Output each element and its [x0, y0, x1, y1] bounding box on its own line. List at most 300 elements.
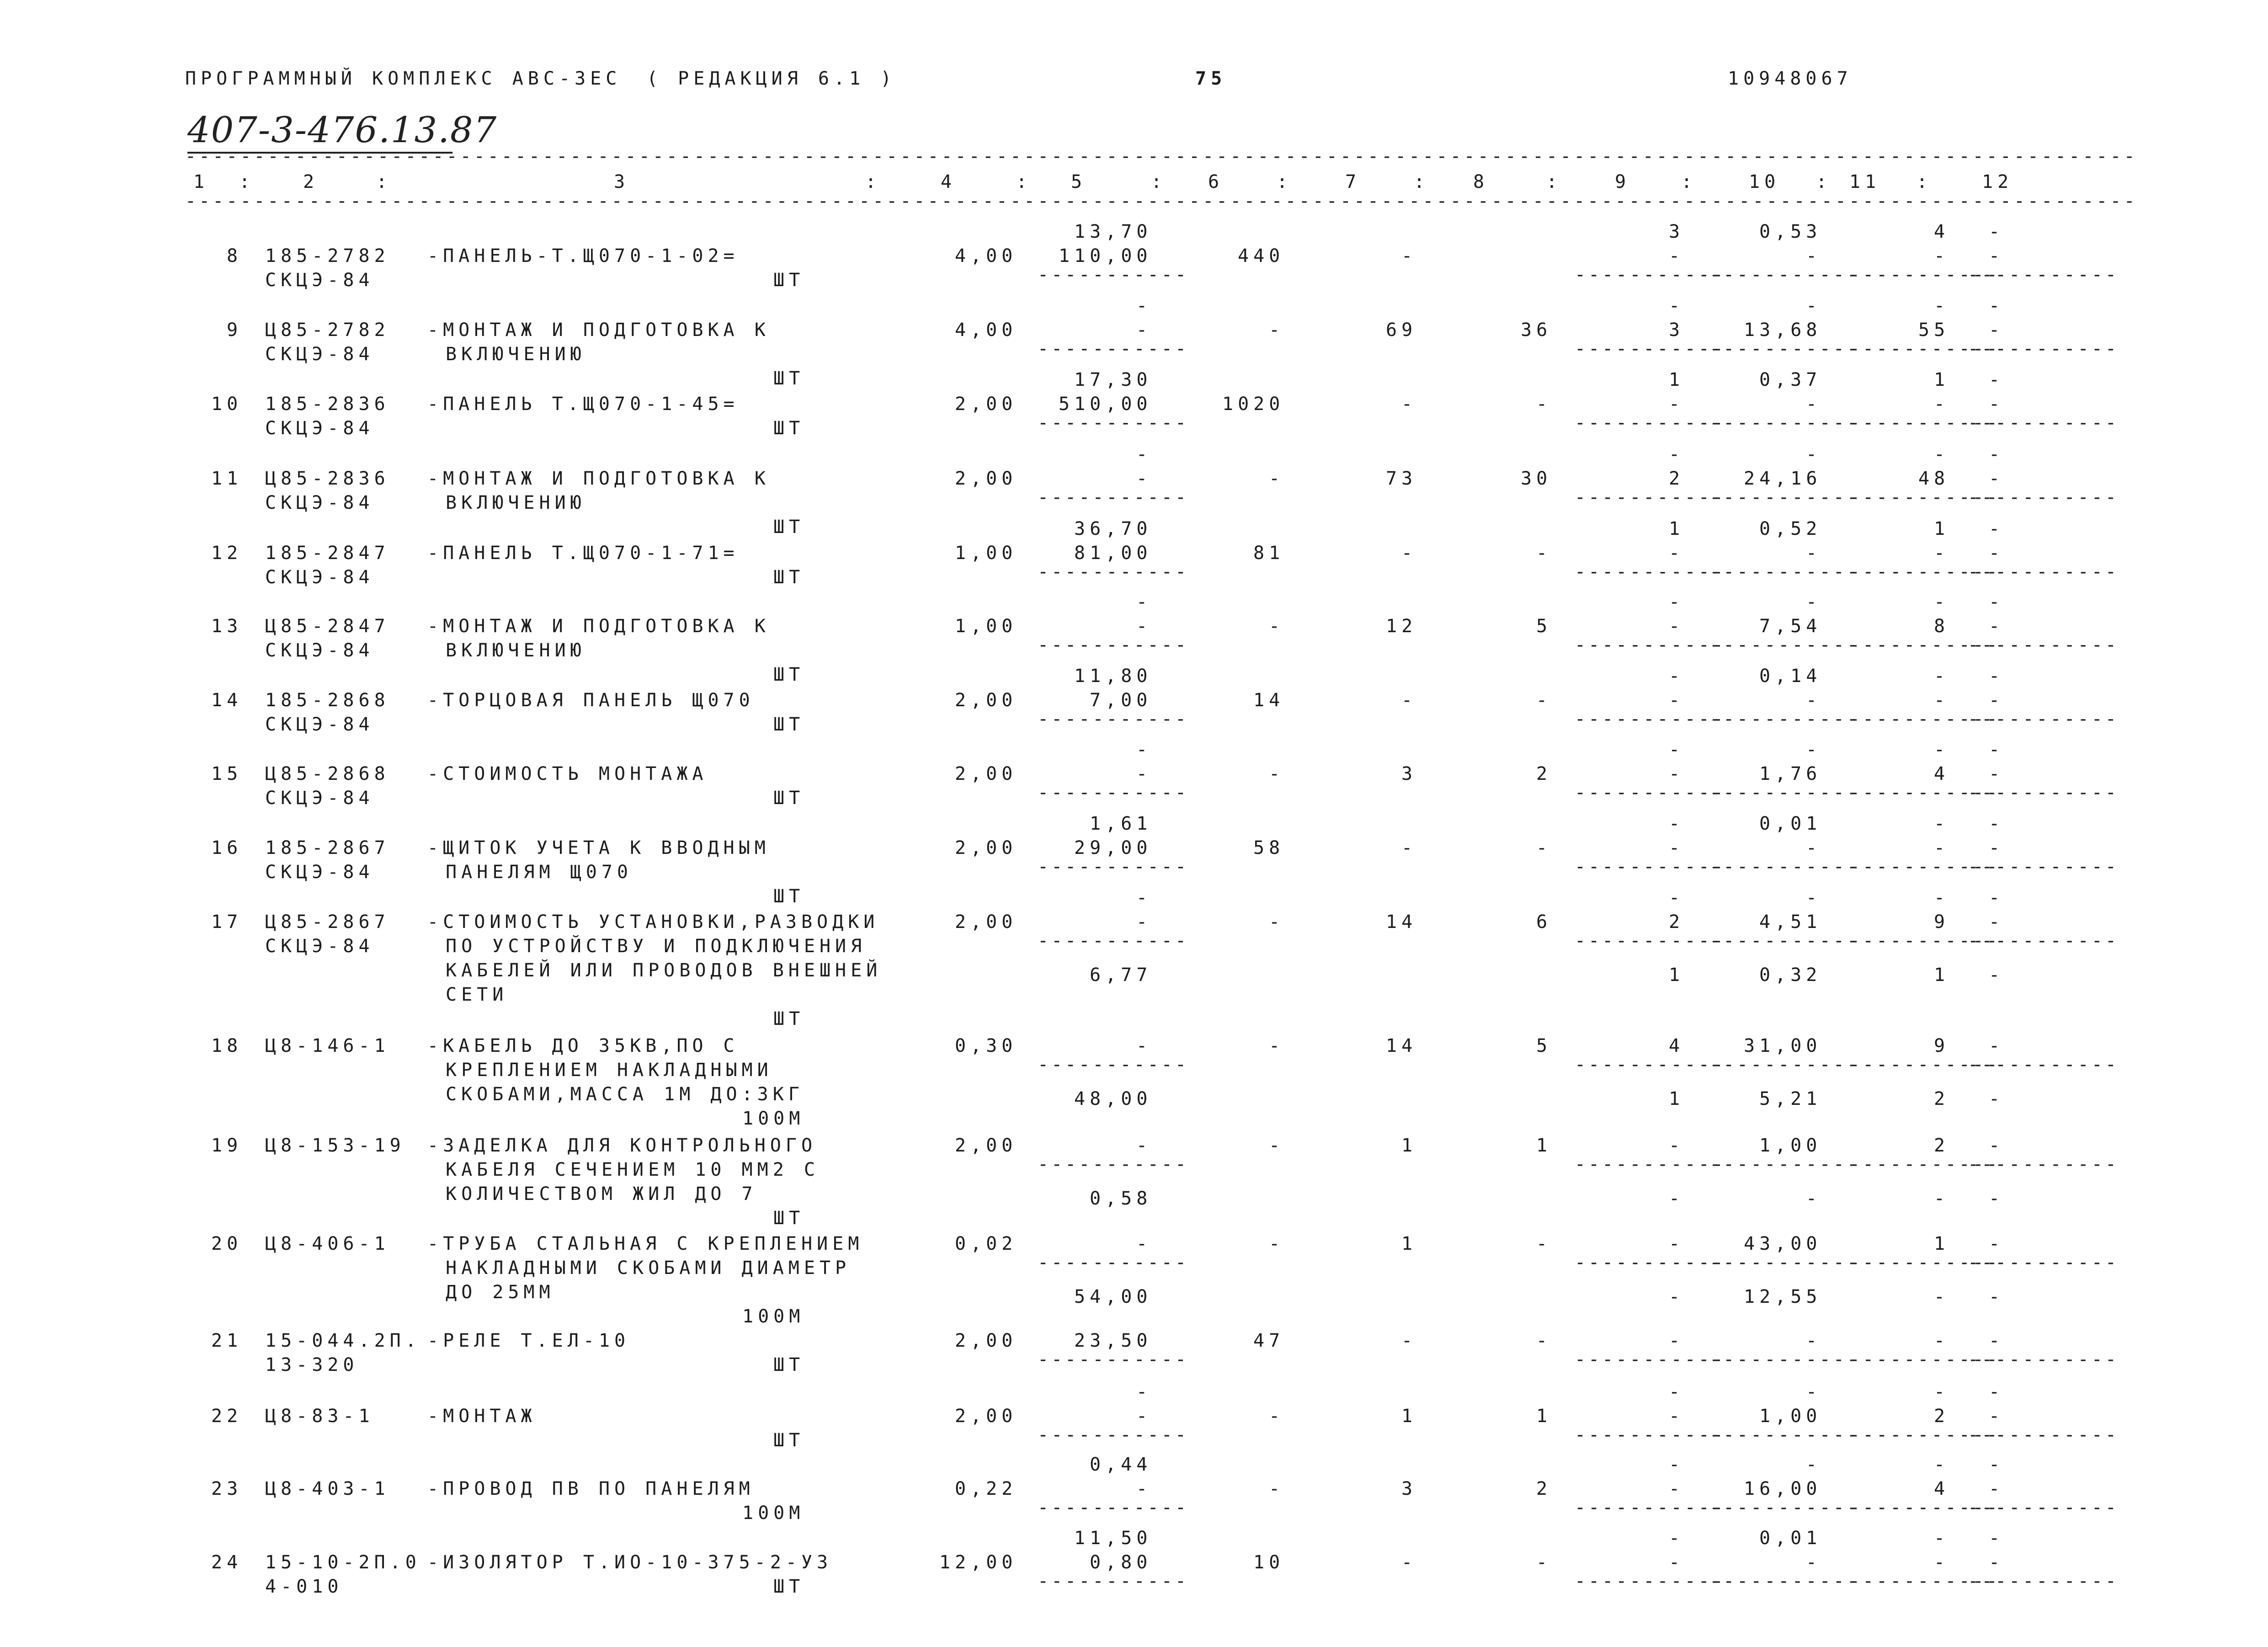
description-cell: СЕТИ	[446, 984, 508, 1005]
quantity-cell: 1,00	[955, 543, 1017, 564]
labor-upper-cell: -	[1989, 221, 2005, 242]
row-rule: -----------	[1849, 1349, 2000, 1370]
labor-upper-cell: -	[1669, 1381, 1685, 1402]
labor-upper-cell: 0,01	[1759, 813, 1822, 834]
row-number: 12	[211, 543, 243, 564]
cost-cell: -	[1401, 245, 1417, 267]
row-rule: -----------	[1038, 782, 1189, 803]
cost-cell: 1	[1401, 1135, 1417, 1156]
row-rule: -----------	[1849, 856, 2000, 877]
quantity-cell: 2,00	[955, 468, 1017, 489]
cost-cell: -	[1269, 1135, 1285, 1156]
row-rule: -----------	[1709, 1154, 1861, 1175]
code-cell: Ц85-2868	[265, 763, 390, 784]
price-cell: -	[1136, 320, 1152, 341]
labor-upper-cell: -	[1934, 666, 1950, 687]
cost-cell: 73	[1386, 468, 1417, 489]
labor-cell: 4	[1934, 763, 1950, 784]
labor-upper-cell: 0,01	[1759, 1528, 1822, 1549]
row-rule: -----------	[1709, 634, 1861, 656]
row-rule: -----------	[1968, 412, 2119, 433]
labor-upper-cell: -	[1669, 444, 1685, 465]
price-cell: -	[1136, 1233, 1152, 1254]
row-number: 10	[211, 394, 243, 415]
labor-lower-cell: -	[1989, 1088, 2005, 1109]
cost-cell: 14	[1253, 690, 1285, 711]
labor-upper-cell: 4	[1934, 221, 1950, 242]
description-cell: -МОНТАЖ И ПОДГОТОВКА К	[427, 320, 770, 341]
price-upper-cell: -	[1136, 1381, 1152, 1402]
row-number: 17	[211, 911, 243, 933]
row-rule: -----------	[1849, 1054, 2000, 1075]
row-rule: -----------	[1038, 1497, 1189, 1518]
description-cell: -ТОРЦОВАЯ ПАНЕЛЬ Щ070	[427, 690, 755, 711]
labor-cell: -	[1989, 1552, 2005, 1573]
unit-cell: ШТ	[773, 567, 805, 588]
row-rule: -----------	[1968, 1054, 2119, 1075]
cost-cell: 5	[1536, 1035, 1552, 1056]
row-rule: -----------	[1575, 634, 1726, 656]
column-separator: :	[1277, 171, 1293, 192]
cost-cell: -	[1269, 911, 1285, 933]
description-cell: КРЕПЛЕНИЕМ НАКЛАДНЫМИ	[446, 1060, 773, 1081]
labor-cell: -	[1934, 543, 1950, 564]
row-rule: -----------	[1709, 930, 1861, 951]
cost-cell: -	[1536, 837, 1552, 858]
row-rule: -----------	[1849, 1252, 2000, 1273]
row-rule: -----------	[1575, 1252, 1726, 1273]
labor-cell: -	[1989, 543, 2005, 564]
labor-cell: 3	[1669, 320, 1685, 341]
labor-upper-cell: -	[1934, 887, 1950, 908]
labor-upper-cell: -	[1989, 518, 2005, 539]
unit-cell: 100М	[742, 1108, 805, 1129]
handwritten-code: 407-3-476.13.87	[187, 110, 498, 151]
description-cell: -ПАНЕЛЬ Т.Щ070-1-71=	[427, 543, 739, 564]
description-cell: ВКЛЮЧЕНИЮ	[446, 492, 586, 513]
code-cell: Ц8-406-1	[265, 1233, 390, 1254]
labor-cell: -	[1989, 911, 2005, 933]
labor-lower-cell: -	[1934, 1188, 1950, 1209]
labor-cell: 24,16	[1744, 468, 1822, 489]
row-rule: -----------	[1968, 1497, 2119, 1518]
code-cell: 185-2836	[265, 394, 390, 415]
price-upper-cell: -	[1136, 444, 1152, 465]
labor-cell: -	[1669, 763, 1685, 784]
row-number: 15	[211, 763, 243, 784]
labor-cell: 1	[1934, 1233, 1950, 1254]
labor-cell: -	[1989, 468, 2005, 489]
price-cell: 23,50	[1074, 1330, 1152, 1351]
row-rule: -----------	[1849, 1424, 2000, 1445]
labor-cell: -	[1989, 1233, 2005, 1254]
row-number: 13	[211, 616, 243, 637]
labor-upper-cell: -	[1934, 592, 1950, 613]
price-cell: -	[1136, 763, 1152, 784]
row-rule: -----------	[1038, 338, 1189, 359]
price-cell: -	[1136, 911, 1152, 933]
row-number: 24	[211, 1552, 243, 1573]
code-cell: 4-010	[265, 1576, 343, 1597]
labor-cell: -	[1934, 837, 1950, 858]
cost-cell: 1020	[1222, 394, 1285, 415]
quantity-cell: 4,00	[955, 320, 1017, 341]
labor-lower-cell: 5,21	[1759, 1088, 1822, 1109]
cost-cell: -	[1401, 1552, 1417, 1573]
labor-cell: 2	[1669, 911, 1685, 933]
description-cell: ПО УСТРОЙСТВУ И ПОДКЛЮЧЕНИЯ	[446, 936, 867, 957]
labor-cell: 2	[1934, 1135, 1950, 1156]
code-cell: Ц8-153-19	[265, 1135, 405, 1156]
quantity-cell: 0,30	[955, 1035, 1017, 1056]
row-rule: -----------	[1575, 782, 1726, 803]
cost-cell: -	[1401, 690, 1417, 711]
row-rule: -----------	[1849, 561, 2000, 582]
row-rule: -----------	[1038, 1154, 1189, 1175]
labor-upper-cell: 1	[1934, 518, 1950, 539]
price-upper-cell: -	[1136, 739, 1152, 760]
row-rule: -----------	[1968, 1252, 2119, 1273]
price-upper-cell: 0,44	[1090, 1454, 1152, 1475]
price-upper-cell: 13,70	[1074, 221, 1152, 242]
description-cell: -МОНТАЖ	[427, 1406, 537, 1427]
labor-cell: 9	[1934, 1035, 1950, 1056]
price-cell: -	[1136, 468, 1152, 489]
row-rule: -----------	[1709, 1497, 1861, 1518]
row-rule: -----------	[1968, 561, 2119, 582]
labor-upper-cell: -	[1806, 1454, 1822, 1475]
header-rule-bottom: ----------------------------------------------------------------------------------------------------------------------------------------------	[185, 191, 2138, 212]
labor-upper-cell: -	[1669, 1528, 1685, 1549]
row-rule: -----------	[1038, 412, 1189, 433]
cost-cell: -	[1269, 616, 1285, 637]
column-header-7: 7	[1345, 171, 1361, 192]
labor-cell: -	[1806, 690, 1822, 711]
row-rule: -----------	[1038, 561, 1189, 582]
column-separator: :	[239, 171, 255, 192]
labor-lower-cell: 2	[1934, 1088, 1950, 1109]
row-rule: -----------	[1709, 709, 1861, 730]
labor-upper-cell: 0,14	[1759, 666, 1822, 687]
cost-cell: 10	[1253, 1552, 1285, 1573]
unit-cell: ШТ	[773, 788, 805, 809]
labor-cell: 1,00	[1759, 1406, 1822, 1427]
labor-cell: 16,00	[1744, 1478, 1822, 1499]
labor-cell: -	[1989, 245, 2005, 267]
labor-upper-cell: -	[1989, 813, 2005, 834]
unit-cell: ШТ	[773, 1576, 805, 1597]
cost-cell: 30	[1521, 468, 1552, 489]
cost-cell: -	[1401, 543, 1417, 564]
labor-upper-cell: -	[1989, 666, 2005, 687]
labor-cell: -	[1669, 1552, 1685, 1573]
labor-cell: -	[1934, 690, 1950, 711]
description-cell: КОЛИЧЕСТВОМ ЖИЛ ДО 7	[446, 1183, 757, 1205]
quantity-cell: 2,00	[955, 763, 1017, 784]
cost-cell: -	[1269, 1233, 1285, 1254]
labor-cell: -	[1669, 1478, 1685, 1499]
description-cell: ПАНЕЛЯМ Щ070	[446, 862, 633, 883]
code-cell: СКЦЭ-84	[265, 270, 374, 291]
code-cell: Ц85-2867	[265, 911, 390, 933]
labor-cell: -	[1989, 1406, 2005, 1427]
unit-cell: ШТ	[773, 664, 805, 685]
labor-lower-cell: 1	[1934, 965, 1950, 986]
price-upper-cell: 36,70	[1074, 518, 1152, 539]
row-number: 8	[227, 245, 243, 267]
cost-cell: 6	[1536, 911, 1552, 933]
code-cell: Ц8-403-1	[265, 1478, 390, 1499]
labor-upper-cell: -	[1669, 1454, 1685, 1475]
cost-cell: 58	[1253, 837, 1285, 858]
labor-upper-cell: -	[1989, 369, 2005, 390]
labor-upper-cell: -	[1669, 666, 1685, 687]
price-cell: 110,00	[1059, 245, 1152, 267]
row-rule: -----------	[1709, 264, 1861, 285]
price-cell: -	[1136, 1135, 1152, 1156]
quantity-cell: 2,00	[955, 690, 1017, 711]
labor-cell: 4	[1669, 1035, 1685, 1056]
row-rule: -----------	[1709, 1054, 1861, 1075]
column-separator: :	[1681, 171, 1697, 192]
labor-upper-cell: -	[1934, 295, 1950, 316]
quantity-cell: 2,00	[955, 1330, 1017, 1351]
cost-cell: -	[1269, 1406, 1285, 1427]
row-rule: -----------	[1575, 1424, 1726, 1445]
description-cell: -МОНТАЖ И ПОДГОТОВКА К	[427, 468, 770, 489]
code-cell: 185-2782	[265, 245, 390, 267]
row-rule: -----------	[1968, 1154, 2119, 1175]
description-cell: -ПАНЕЛЬ-Т.Щ070-1-02=	[427, 245, 739, 267]
column-separator: :	[865, 171, 881, 192]
row-rule: -----------	[1968, 634, 2119, 656]
row-rule: -----------	[1038, 709, 1189, 730]
labor-cell: -	[1669, 616, 1685, 637]
labor-lower-cell: -	[1989, 1286, 2005, 1307]
labor-cell: -	[1806, 1330, 1822, 1351]
cost-cell: -	[1269, 1478, 1285, 1499]
row-rule: -----------	[1575, 1349, 1726, 1370]
labor-lower-cell: 0,32	[1759, 965, 1822, 986]
cost-cell: -	[1401, 1330, 1417, 1351]
cost-cell: 1	[1536, 1406, 1552, 1427]
unit-cell: ШТ	[773, 418, 805, 439]
labor-cell: -	[1806, 1552, 1822, 1573]
price-cell: 510,00	[1059, 394, 1152, 415]
labor-cell: -	[1669, 245, 1685, 267]
labor-cell: 4	[1934, 1478, 1950, 1499]
row-rule: -----------	[1038, 1054, 1189, 1075]
column-header-6: 6	[1208, 171, 1224, 192]
labor-upper-cell: -	[1669, 295, 1685, 316]
row-number: 9	[227, 320, 243, 341]
row-rule: -----------	[1849, 487, 2000, 508]
column-separator: :	[1546, 171, 1562, 192]
labor-upper-cell: 1	[1669, 518, 1685, 539]
row-number: 19	[211, 1135, 243, 1156]
row-rule: -----------	[1968, 782, 2119, 803]
description-cell: ВКЛЮЧЕНИЮ	[446, 344, 586, 365]
cost-cell: -	[1269, 1035, 1285, 1056]
cost-cell: 3	[1401, 1478, 1417, 1499]
quantity-cell: 2,00	[955, 1135, 1017, 1156]
code-cell: 15-10-2П.0	[265, 1552, 421, 1573]
row-rule: -----------	[1968, 930, 2119, 951]
labor-upper-cell: 1	[1669, 369, 1685, 390]
price-upper-cell: 11,80	[1074, 666, 1152, 687]
code-cell: Ц8-146-1	[265, 1035, 390, 1056]
row-rule: -----------	[1038, 1252, 1189, 1273]
row-rule: -----------	[1849, 1497, 2000, 1518]
cost-cell: -	[1401, 394, 1417, 415]
labor-cell: -	[1989, 320, 2005, 341]
labor-cell: -	[1934, 1330, 1950, 1351]
labor-cell: -	[1669, 690, 1685, 711]
column-header-9: 9	[1615, 171, 1631, 192]
labor-upper-cell: 3	[1669, 221, 1685, 242]
labor-lower-cell: 1	[1669, 965, 1685, 986]
row-rule: -----------	[1968, 1424, 2119, 1445]
row-rule: -----------	[1968, 264, 2119, 285]
quantity-cell: 1,00	[955, 616, 1017, 637]
cost-cell: 81	[1253, 543, 1285, 564]
row-rule: -----------	[1849, 1571, 2000, 1592]
description-cell: -СТОИМОСТЬ УСТАНОВКИ,РАЗВОДКИ	[427, 911, 879, 933]
cost-cell: 2	[1536, 1478, 1552, 1499]
row-rule: -----------	[1038, 930, 1189, 951]
description-cell: НАКЛАДНЫМИ СКОБАМИ ДИАМЕТР	[446, 1258, 851, 1279]
column-header-3: 3	[614, 171, 630, 192]
code-cell: СКЦЭ-84	[265, 936, 374, 957]
labor-upper-cell: -	[1934, 1381, 1950, 1402]
row-rule: -----------	[1709, 1424, 1861, 1445]
row-rule: -----------	[1038, 634, 1189, 656]
labor-cell: -	[1669, 1330, 1685, 1351]
price-cell: 29,00	[1074, 837, 1152, 858]
price-lower-cell: 54,00	[1074, 1286, 1152, 1307]
row-rule: -----------	[1038, 856, 1189, 877]
cost-cell: 12	[1386, 616, 1417, 637]
column-header-12: 12	[1982, 171, 2013, 192]
labor-cell: 48	[1918, 468, 1950, 489]
row-number: 16	[211, 837, 243, 858]
code-cell: 15-044.2П.	[265, 1330, 421, 1351]
labor-upper-cell: -	[1806, 739, 1822, 760]
code-cell: 185-2867	[265, 837, 390, 858]
labor-upper-cell: -	[1989, 444, 2005, 465]
cost-cell: -	[1401, 837, 1417, 858]
column-separator: :	[1151, 171, 1167, 192]
labor-cell: -	[1989, 394, 2005, 415]
column-header-1: 1	[193, 171, 209, 192]
row-rule: -----------	[1709, 487, 1861, 508]
labor-upper-cell: -	[1806, 1381, 1822, 1402]
labor-cell: -	[1669, 1406, 1685, 1427]
labor-lower-cell: -	[1806, 1188, 1822, 1209]
cost-cell: 440	[1238, 245, 1285, 267]
quantity-cell: 12,00	[939, 1552, 1017, 1573]
cost-cell: -	[1269, 468, 1285, 489]
description-cell: СКОБАМИ,МАССА 1М ДО:3КГ	[446, 1084, 804, 1105]
row-rule: -----------	[1849, 1154, 2000, 1175]
row-number: 23	[211, 1478, 243, 1499]
price-upper-cell: 11,50	[1074, 1528, 1152, 1549]
row-number: 21	[211, 1330, 243, 1351]
row-number: 11	[211, 468, 243, 489]
labor-cell: -	[1989, 763, 2005, 784]
quantity-cell: 0,22	[955, 1478, 1017, 1499]
cost-cell: 1	[1536, 1135, 1552, 1156]
edition-label: ( РЕДАКЦИЯ 6.1 )	[647, 68, 896, 89]
code-cell: СКЦЭ-84	[265, 344, 374, 365]
row-rule: -----------	[1849, 930, 2000, 951]
column-header-11: 11	[1849, 171, 1881, 192]
column-header-10: 10	[1749, 171, 1780, 192]
price-cell: 7,00	[1090, 690, 1152, 711]
cost-cell: 3	[1401, 763, 1417, 784]
code-cell: Ц85-2836	[265, 468, 390, 489]
column-separator: :	[376, 171, 392, 192]
labor-lower-cell: -	[1934, 1286, 1950, 1307]
column-header-2: 2	[303, 171, 319, 192]
column-separator: :	[1414, 171, 1430, 192]
cost-cell: 1	[1401, 1406, 1417, 1427]
cost-cell: -	[1536, 394, 1552, 415]
row-rule: -----------	[1709, 782, 1861, 803]
labor-cell: -	[1669, 394, 1685, 415]
labor-upper-cell: 0,52	[1759, 518, 1822, 539]
labor-cell: -	[1806, 837, 1822, 858]
labor-cell: -	[1934, 245, 1950, 267]
price-upper-cell: -	[1136, 295, 1152, 316]
row-rule: -----------	[1849, 634, 2000, 656]
labor-upper-cell: -	[1934, 739, 1950, 760]
labor-cell: 31,00	[1744, 1035, 1822, 1056]
row-rule: -----------	[1709, 1571, 1861, 1592]
labor-cell: 8	[1934, 616, 1950, 637]
labor-upper-cell: -	[1806, 295, 1822, 316]
labor-cell: -	[1989, 1135, 2005, 1156]
code-cell: СКЦЭ-84	[265, 788, 374, 809]
row-number: 22	[211, 1406, 243, 1427]
row-rule: -----------	[1709, 338, 1861, 359]
labor-lower-cell: -	[1989, 1188, 2005, 1209]
row-rule: -----------	[1709, 856, 1861, 877]
unit-cell: 100М	[742, 1306, 805, 1327]
labor-cell: -	[1989, 690, 2005, 711]
row-rule: -----------	[1575, 412, 1726, 433]
labor-cell: -	[1989, 616, 2005, 637]
unit-cell: ШТ	[773, 517, 805, 538]
price-upper-cell: 17,30	[1074, 369, 1152, 390]
unit-cell: ШТ	[773, 714, 805, 735]
description-cell: -ЩИТОК УЧЕТА К ВВОДНЫМ	[427, 837, 770, 858]
code-cell: Ц85-2782	[265, 320, 390, 341]
unit-cell: ШТ	[773, 1354, 805, 1375]
cost-cell: 69	[1386, 320, 1417, 341]
price-lower-cell: 48,00	[1074, 1088, 1152, 1109]
row-rule: -----------	[1038, 264, 1189, 285]
labor-upper-cell: 0,53	[1759, 221, 1822, 242]
row-rule: -----------	[1575, 561, 1726, 582]
description-cell: ВКЛЮЧЕНИЮ	[446, 640, 586, 661]
row-rule: -----------	[1849, 709, 2000, 730]
unit-cell: 100М	[742, 1503, 805, 1524]
unit-cell: ШТ	[773, 886, 805, 907]
description-cell: -ПАНЕЛЬ Т.Щ070-1-45=	[427, 394, 739, 415]
description-cell: ДО 25ММ	[446, 1282, 555, 1303]
labor-upper-cell: -	[1989, 1381, 2005, 1402]
